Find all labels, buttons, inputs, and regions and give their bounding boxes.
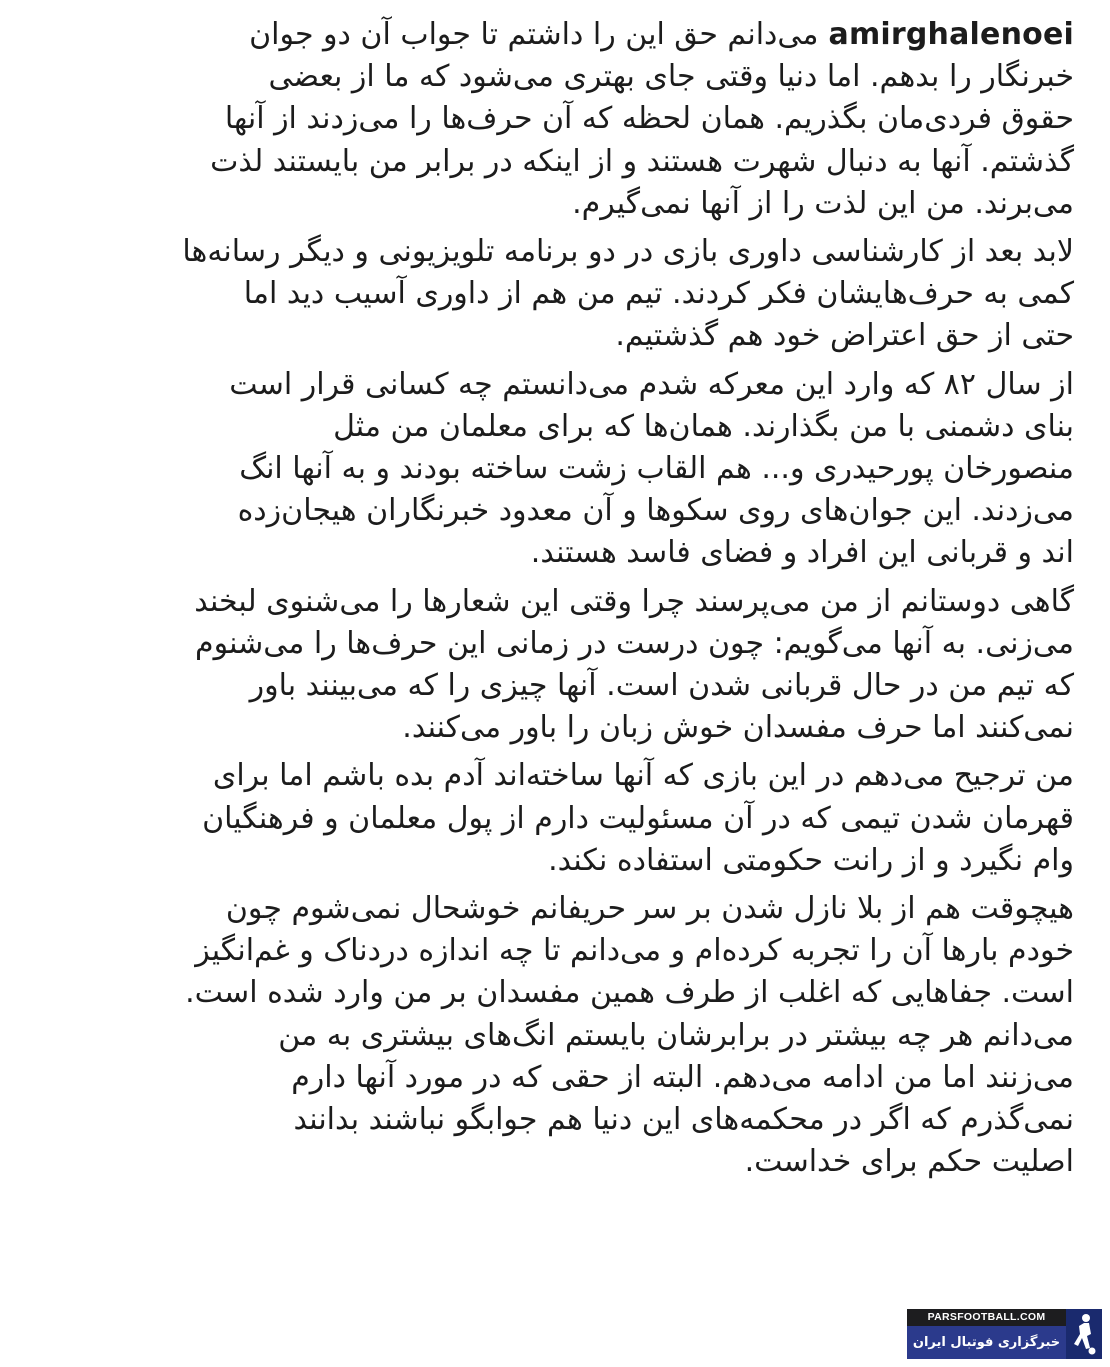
football-player-icon: [1066, 1309, 1102, 1359]
caption-line: خودم بارها آن را تجربه کرده‌ام و می‌دانم تا چه اندازه دردناک و غم‌انگیز: [195, 933, 1074, 969]
caption-paragraph-6: [36, 888, 1074, 1183]
caption-first-line: [36, 14, 1074, 56]
caption-line: خبرنگار را بدهم. اما دنیا وقتی جای بهتری می‌شود که ما از بعضی: [268, 59, 1074, 95]
caption-line: حتی از حق اعتراض خود هم گذشتیم.: [615, 318, 1074, 354]
caption-paragraph-2: [36, 231, 1074, 358]
parsfootball-watermark: [907, 1309, 1102, 1359]
caption-line: گاهی دوستانم از من می‌پرسند چرا وقتی این شعارها را می‌شنوی لبخند: [194, 583, 1074, 619]
caption-line: حقوق فردی‌مان بگذریم. همان لحظه که آن حرف‌ها را می‌زدند از آنها: [224, 101, 1074, 137]
caption-line: می‌برند. من این لذت را از آنها نمی‌گیرم.: [572, 185, 1074, 221]
caption-paragraph-1: [36, 14, 1074, 225]
caption-line: می‌دانم حق این را داشتم تا جواب آن دو جوان: [249, 17, 819, 52]
caption-line: منصورخان پورحیدری و... هم القاب زشت ساخته بودند و به آنها انگ: [239, 451, 1074, 487]
watermark-text: [907, 1309, 1066, 1359]
caption-line: گذشتم. آنها به دنبال شهرت هستند و از اینکه در برابر من بایستند لذت: [210, 143, 1074, 179]
caption-line: بنای دشمنی با من بگذارند. همان‌ها که برای معلمان من مثل: [333, 408, 1074, 444]
caption-line: از سال ۸۲ که وارد این معرکه شدم می‌دانستم چه کسانی قرار است: [229, 366, 1074, 402]
caption-line: نمی‌گذرم که اگر در محکمه‌های این دنیا هم جوابگو نباشند بدانند: [293, 1102, 1074, 1138]
caption-line: اصلیت حکم برای خداست.: [744, 1144, 1074, 1180]
caption-line: است. جفاهایی که اغلب از طرف همین مفسدان بر من وارد شده است.: [185, 975, 1074, 1011]
caption-line: که تیم من در حال قربانی شدن است. آنها چیزی را که می‌بینند باور: [249, 668, 1074, 704]
caption-line: نمی‌کنند اما حرف مفسدان خوش زبان را باور می‌کنند.: [402, 710, 1074, 746]
caption-line: قهرمان شدن تیمی که در آن مسئولیت دارم از پول معلمان و فرهنگیان: [202, 800, 1074, 836]
caption-line: می‌دانم هر چه بیشتر در برابرشان بایستم انگ‌های بیشتری به من: [278, 1017, 1074, 1053]
caption-paragraph-4: [36, 581, 1074, 750]
caption-line: کمی به حرف‌هایشان فکر کردند. تیم من هم از داوری آسیب دید اما: [243, 276, 1074, 312]
username-link[interactable]: amirghalenoei: [828, 17, 1074, 52]
post-caption: [36, 14, 1074, 1189]
football-player-icon-svg: [1069, 1312, 1099, 1356]
caption-paragraph-3: [36, 364, 1074, 575]
caption-line: اند و قربانی این افراد و فضای فاسد هستند.: [530, 535, 1074, 571]
watermark-site: PARSFOOTBALL.COM: [907, 1309, 1066, 1326]
caption-line: می‌زدند. این جوان‌های روی سکوها و آن معدود خبرنگاران هیجان‌زده: [237, 493, 1074, 529]
caption-line: وام نگیرد و از رانت حکومتی استفاده نکند.: [548, 842, 1074, 878]
caption-paragraph-5: [36, 755, 1074, 882]
caption-line: می‌زنی. به آنها می‌گویم: چون درست در زمانی این حرف‌ها را می‌شنوم: [195, 625, 1074, 661]
caption-line: لابد بعد از کارشناسی داوری بازی در دو برنامه تلویزیونی و دیگر رسانه‌ها: [182, 234, 1074, 270]
watermark-tagline: خبرگزاری فوتبال ایران: [907, 1326, 1066, 1359]
caption-line: من ترجیح می‌دهم در این بازی که آنها ساخته‌اند آدم بده باشم اما برای: [212, 758, 1074, 794]
caption-line: هیچوقت هم از بلا نازل شدن بر سر حریفانم خوشحال نمی‌شوم چون: [225, 891, 1074, 927]
caption-line: می‌زنند اما من ادامه می‌دهم. البته از حقی که در مورد آنها دارم: [291, 1059, 1074, 1095]
